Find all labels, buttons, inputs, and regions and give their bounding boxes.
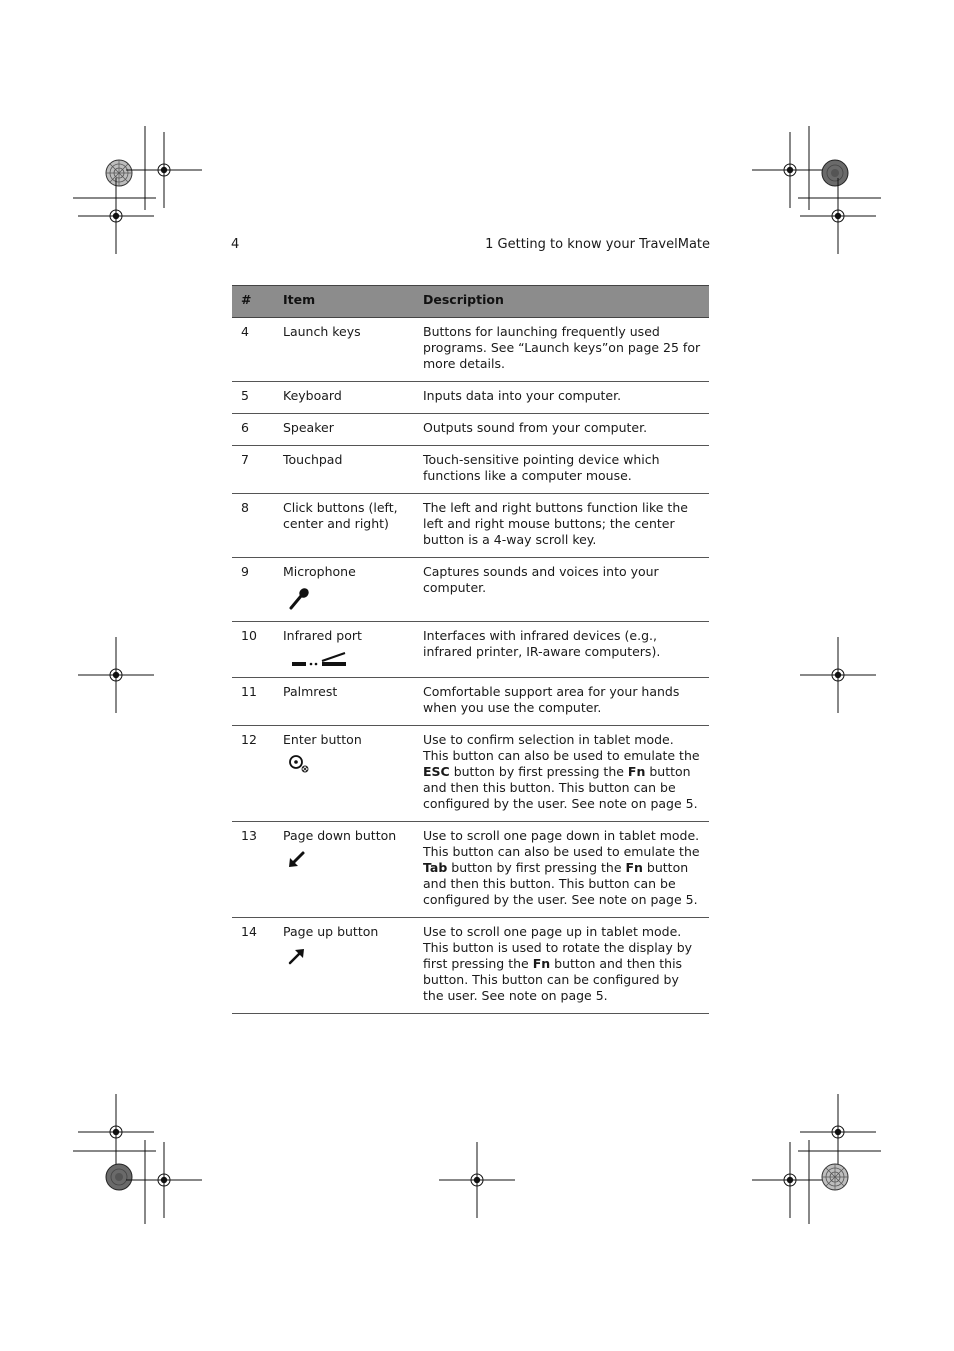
table-row [232, 414, 709, 446]
row-item: Page up button [283, 924, 379, 939]
key-name: Fn [625, 860, 643, 875]
registration-mark-icon [78, 178, 154, 254]
description-text: button and then this button. This button can be configured by the user. See note on page 5. [423, 764, 698, 811]
row-number: 13 [232, 822, 273, 918]
table-row [232, 382, 709, 414]
row-description: Buttons for launching frequently used programs. See “Launch keys”on page 25 for more details. [413, 318, 709, 382]
registration-target-icon [106, 160, 132, 186]
description-text: Use to scroll one page up in tablet mode. This button is used to rotate the display by first pressing the [423, 924, 693, 971]
table-row [232, 918, 709, 1014]
key-name: Fn [627, 764, 646, 779]
table-row [232, 558, 709, 622]
row-number: 8 [232, 494, 273, 558]
row-item: Keyboard [273, 382, 413, 414]
registration-target-icon [106, 1164, 132, 1190]
table-row [232, 446, 709, 494]
row-number: 7 [232, 446, 273, 494]
registration-mark-icon [800, 178, 876, 254]
key-name: Fn [532, 956, 551, 971]
table-row [232, 678, 709, 726]
registration-mark-icon [78, 1094, 154, 1170]
row-item-cell [273, 822, 413, 918]
row-number: 10 [232, 622, 273, 678]
row-number: 6 [232, 414, 273, 446]
description-text: button and then this button. This button can be configured by the user. See note on page 5. [423, 956, 683, 1003]
column-header-item: Item [273, 286, 413, 318]
row-item: Microphone [283, 564, 356, 579]
registration-mark-icon [800, 637, 876, 713]
page-up-arrow-icon [287, 946, 307, 966]
table-header-row [232, 286, 709, 318]
page-number: 4 [231, 237, 240, 252]
key-name: ESC [423, 764, 450, 779]
row-description: Outputs sound from your computer. [413, 414, 709, 446]
row-description: Comfortable support area for your hands when you use the computer. [413, 678, 709, 726]
registration-target-icon [822, 1164, 848, 1190]
row-number: 14 [232, 918, 273, 1014]
table-row [232, 622, 709, 678]
row-description [413, 918, 709, 1014]
row-item: Enter button [283, 732, 362, 747]
description-text: Use to scroll one page down in tablet mode. This button can also be used to emulate the [423, 828, 700, 859]
row-item: Click buttons (left, center and right) [273, 494, 413, 558]
row-item-cell [273, 918, 413, 1014]
row-number: 9 [232, 558, 273, 622]
component-table [232, 285, 709, 1014]
column-header-number: # [232, 286, 273, 318]
column-header-description: Description [413, 286, 709, 318]
description-text: button and then this button. This button can be configured by the user. See note on page 5. [423, 860, 698, 907]
registration-mark-icon [126, 132, 202, 208]
registration-mark-icon [752, 1142, 828, 1218]
row-item: Infrared port [283, 628, 362, 643]
row-description [413, 822, 709, 918]
row-item: Page down button [283, 828, 397, 843]
registration-mark-icon [439, 1142, 515, 1218]
row-description: The left and right buttons function like the left and right mouse buttons; the center button is a 4-way scroll key. [413, 494, 709, 558]
row-number: 11 [232, 678, 273, 726]
row-description: Interfaces with infrared devices (e.g., infrared printer, IR-aware computers). [413, 622, 709, 678]
description-text: Use to confirm selection in tablet mode. This button can also be used to emulate the [423, 732, 700, 763]
key-name: Tab [423, 860, 448, 875]
page-down-arrow-icon [287, 850, 307, 870]
registration-mark-icon [78, 637, 154, 713]
row-number: 4 [232, 318, 273, 382]
table-row [232, 822, 709, 918]
row-item: Touchpad [273, 446, 413, 494]
registration-mark-icon [126, 1142, 202, 1218]
row-description: Touch-sensitive pointing device which functions like a computer mouse. [413, 446, 709, 494]
table-row [232, 726, 709, 822]
enter-button-icon [287, 754, 313, 774]
row-description [413, 726, 709, 822]
row-description: Captures sounds and voices into your computer. [413, 558, 709, 622]
table-row [232, 494, 709, 558]
running-header: 1 Getting to know your TravelMate [485, 237, 710, 252]
registration-mark-icon [752, 132, 828, 208]
row-item-cell [273, 726, 413, 822]
row-item: Speaker [273, 414, 413, 446]
description-text: button by first pressing the [449, 764, 628, 779]
infrared-icon [287, 650, 347, 668]
registration-target-icon [822, 160, 848, 186]
row-item-cell [273, 558, 413, 622]
microphone-icon [287, 586, 311, 612]
row-item-cell [273, 622, 413, 678]
row-item: Launch keys [273, 318, 413, 382]
table-row [232, 318, 709, 382]
row-description: Inputs data into your computer. [413, 382, 709, 414]
row-number: 12 [232, 726, 273, 822]
description-text: button by first pressing the [447, 860, 626, 875]
row-number: 5 [232, 382, 273, 414]
registration-mark-icon [800, 1094, 876, 1170]
row-item: Palmrest [273, 678, 413, 726]
